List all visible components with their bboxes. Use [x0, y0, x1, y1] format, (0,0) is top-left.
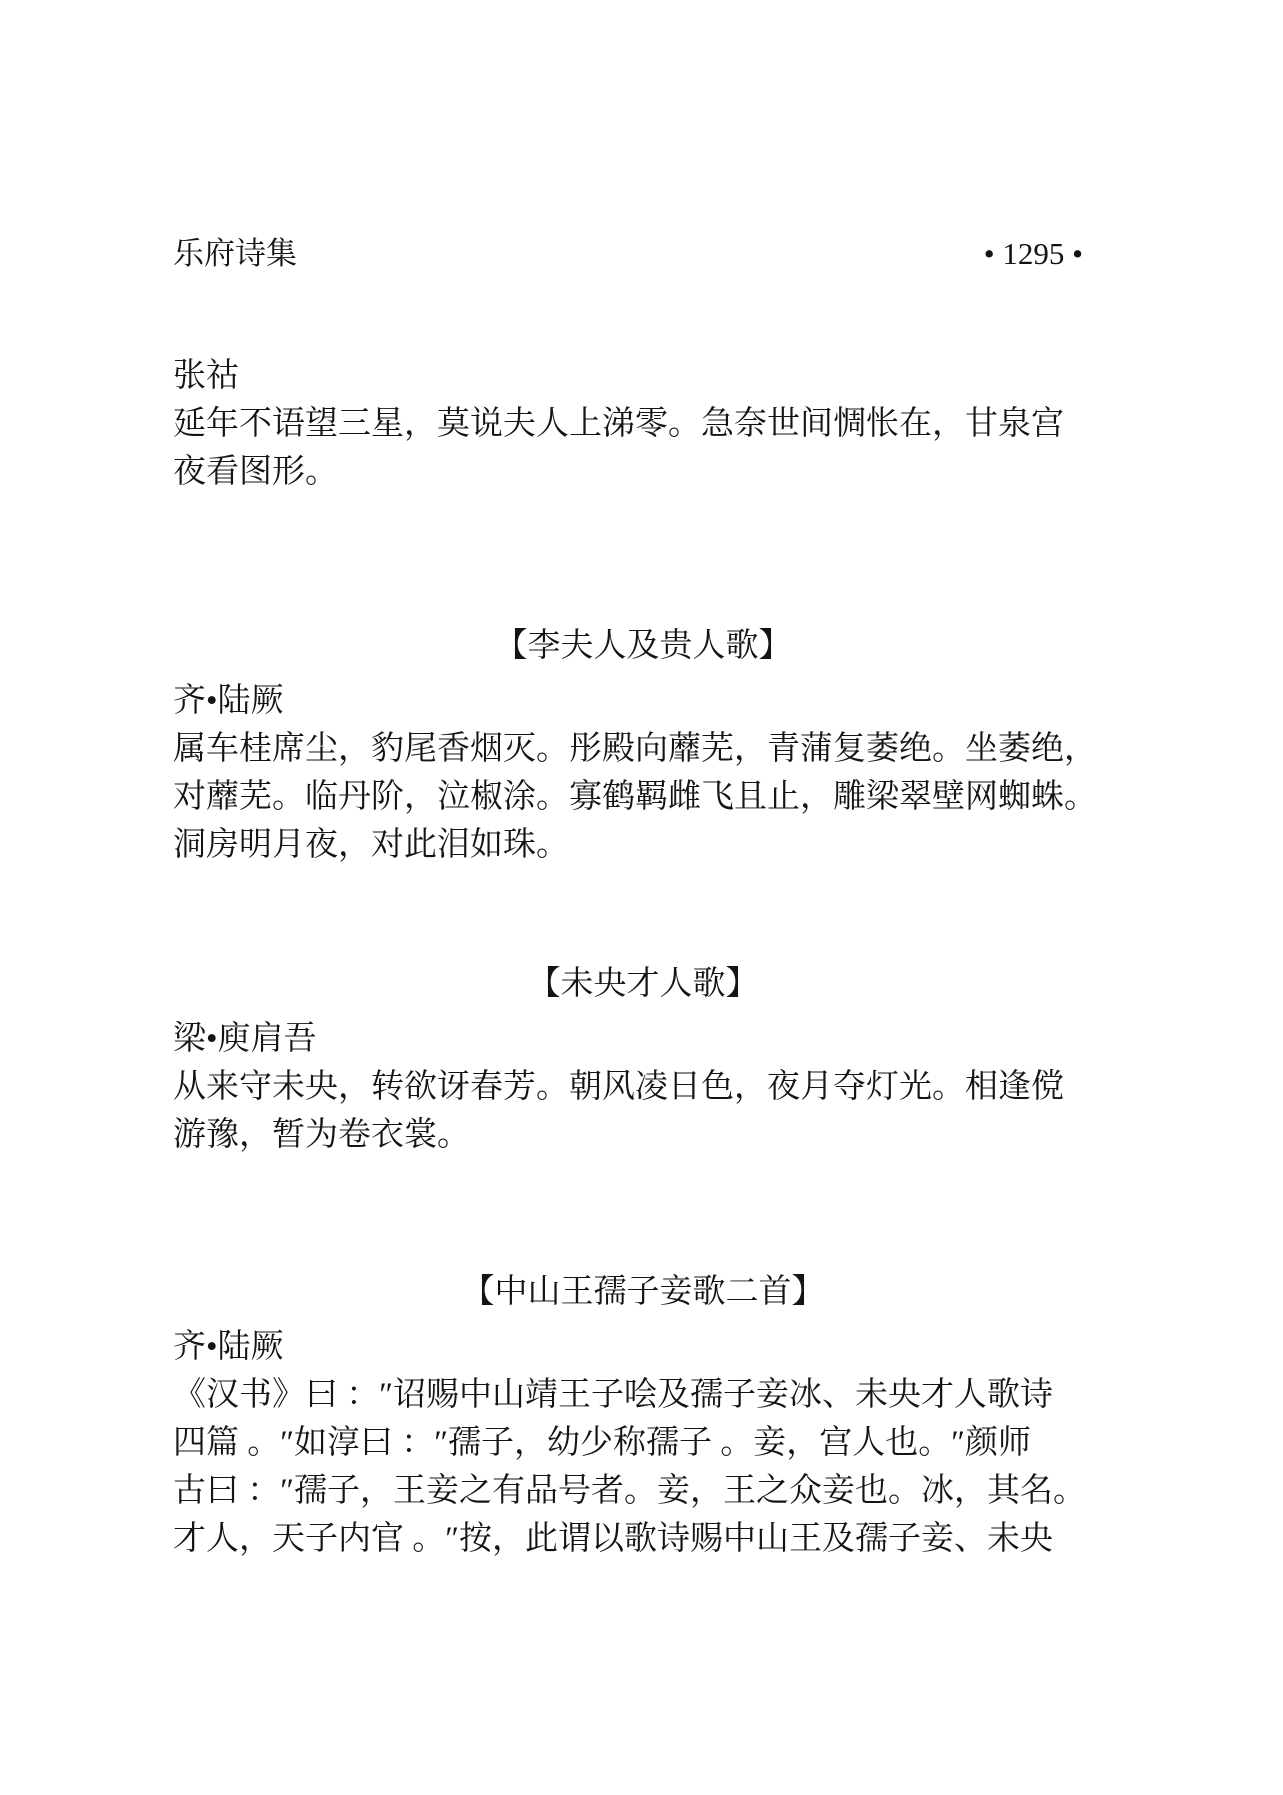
poem-title: 【李夫人及贵人歌】 — [494, 628, 792, 664]
poem-author: 张祜 — [173, 358, 239, 394]
poem-title: 【未央才人歌】 — [527, 966, 759, 1002]
poem-line: 游豫，暂为卷衣裳。 — [173, 1117, 470, 1153]
poem-line: 属车桂席尘，豹尾香烟灭。彤殿向蘼芜，青蒲复萎绝。坐萎绝， — [173, 731, 1097, 767]
prose-line: 《汉书》曰 ：″诏赐中山靖王子哙及孺子妾冰、未央才人歌诗 — [173, 1377, 1053, 1413]
poem-section-zhongshan-wang-ruzi-qie-ge — [173, 1268, 1113, 1563]
poem-section-li-furen-ji-guiren-ge — [173, 622, 1113, 869]
prose-line: 才人，天子内官 。″按，此谓以歌诗赐中山王及孺子妾、未央 — [173, 1521, 1053, 1557]
poem-line: 对蘼芜。临丹阶，泣椒涂。寡鹤羁雌飞且止，雕梁翠壁网蜘蛛。 — [173, 779, 1097, 815]
poem-line: 夜看图形。 — [173, 454, 338, 490]
poem-line: 延年不语望三星，莫说夫人上涕零。急奈世间惆怅在，甘泉宫 — [173, 406, 1064, 442]
poem-section-weiyang-cairen-ge — [173, 960, 1113, 1159]
poem-author: 齐•陆厥 — [173, 1329, 284, 1365]
prose-line: 古曰 ：″孺子，王妾之有品号者。妾，王之众妾也。冰，其名。 — [173, 1473, 1086, 1509]
poem-line: 洞房明月夜，对此泪如珠。 — [173, 827, 569, 863]
poem-title: 【中山王孺子妾歌二首】 — [461, 1274, 825, 1310]
page-number: • 1295 • — [983, 236, 1083, 271]
poem-section-li-furen-ge — [173, 352, 1113, 496]
poem-line: 从来守未央，转欲讶春芳。朝风凌日色，夜月夺灯光。相逢傥 — [173, 1069, 1064, 1105]
prose-line: 四篇 。″如淳曰 ：″孺子，幼少称孺子 。妾，宫人也。″颜师 — [173, 1425, 1031, 1461]
book-title: 乐府诗集 — [173, 236, 297, 271]
page-header — [173, 234, 1083, 274]
poem-author: 齐•陆厥 — [173, 683, 284, 719]
poem-author: 梁•庾肩吾 — [173, 1021, 317, 1057]
